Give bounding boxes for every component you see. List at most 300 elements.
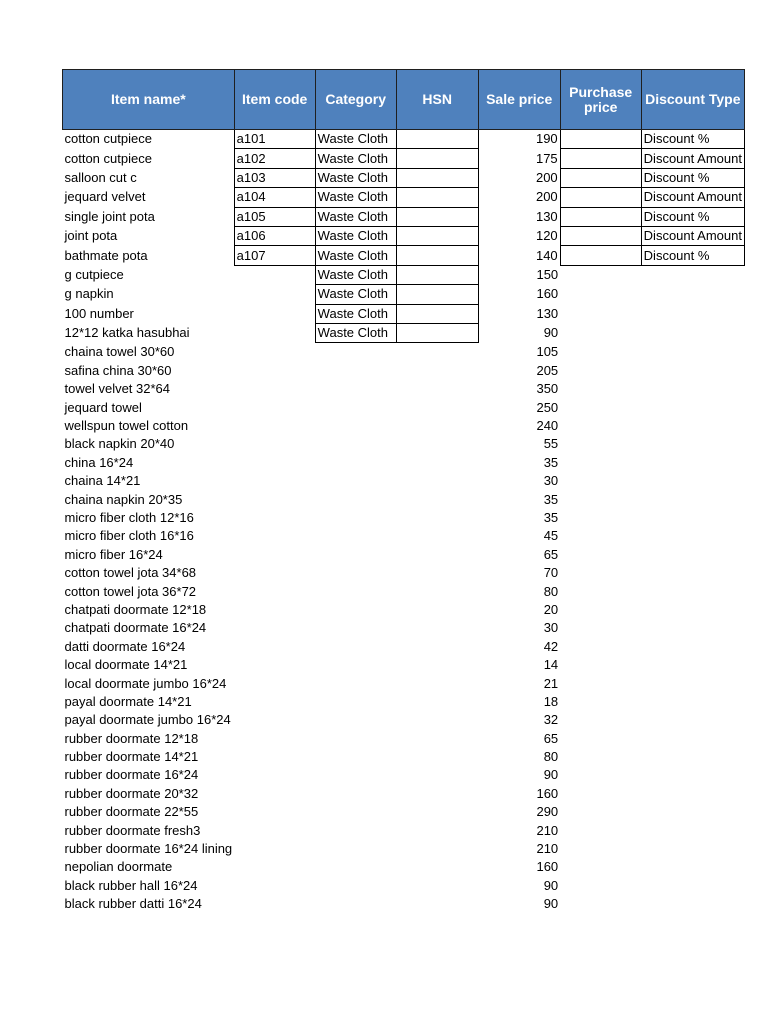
- purchase-price-cell[interactable]: [560, 207, 641, 226]
- hsn-cell[interactable]: [396, 380, 478, 398]
- category-cell[interactable]: Waste Cloth: [315, 265, 396, 284]
- item-code-cell[interactable]: [234, 711, 315, 729]
- purchase-price-cell[interactable]: [560, 711, 641, 729]
- sale-price-cell[interactable]: 35: [543, 510, 559, 525]
- purchase-price-cell[interactable]: [560, 582, 641, 600]
- discount-type-cell[interactable]: Discount %: [641, 246, 744, 265]
- hsn-cell[interactable]: [396, 490, 478, 508]
- sale-price-cell[interactable]: 175: [535, 150, 558, 166]
- item-name-cell[interactable]: jequard towel: [64, 399, 142, 415]
- discount-type-cell[interactable]: [641, 877, 744, 895]
- purchase-price-cell[interactable]: [560, 693, 641, 711]
- sale-price-cell[interactable]: 80: [543, 583, 559, 599]
- sale-price-cell[interactable]: 20: [543, 601, 559, 617]
- item-code-cell[interactable]: a102: [234, 149, 315, 168]
- purchase-price-cell[interactable]: [560, 527, 641, 545]
- hsn-cell[interactable]: [396, 398, 478, 416]
- category-cell[interactable]: Waste Cloth: [315, 285, 396, 304]
- discount-type-cell[interactable]: [641, 527, 744, 545]
- hsn-cell[interactable]: [396, 343, 478, 362]
- discount-type-cell[interactable]: [641, 730, 744, 748]
- item-code-cell[interactable]: [234, 454, 315, 472]
- discount-type-cell[interactable]: [641, 509, 744, 527]
- discount-type-cell[interactable]: [641, 619, 744, 637]
- item-name-cell[interactable]: chaina towel 30*60: [64, 344, 175, 360]
- category-cell[interactable]: [315, 674, 396, 692]
- sale-price-cell[interactable]: 150: [536, 266, 559, 282]
- discount-type-cell[interactable]: [641, 821, 744, 839]
- purchase-price-cell[interactable]: [560, 130, 641, 149]
- item-name-cell[interactable]: datti doormate 16*24: [64, 638, 186, 654]
- purchase-price-cell[interactable]: [560, 168, 641, 187]
- item-name-cell[interactable]: chatpati doormate 12*18: [64, 601, 207, 617]
- discount-type-cell[interactable]: Discount %: [641, 130, 744, 149]
- sale-price-cell[interactable]: 140: [535, 247, 558, 263]
- category-cell[interactable]: Waste Cloth: [315, 323, 396, 342]
- category-cell[interactable]: [315, 417, 396, 435]
- purchase-price-cell[interactable]: [560, 638, 641, 656]
- discount-type-cell[interactable]: [641, 656, 744, 674]
- item-name-cell[interactable]: bathmate pota: [64, 247, 148, 263]
- category-cell[interactable]: [315, 748, 396, 766]
- item-name-cell[interactable]: black napkin 20*40: [64, 436, 175, 452]
- sale-price-cell[interactable]: 35: [543, 491, 559, 507]
- category-cell[interactable]: [315, 730, 396, 748]
- discount-type-cell[interactable]: [641, 638, 744, 656]
- hsn-cell[interactable]: [396, 803, 478, 821]
- item-name-cell[interactable]: micro fiber cloth 12*16: [64, 510, 194, 525]
- hsn-cell[interactable]: [396, 417, 478, 435]
- category-cell[interactable]: [315, 435, 396, 453]
- item-code-cell[interactable]: [234, 674, 315, 692]
- item-code-cell[interactable]: [234, 398, 315, 416]
- category-cell[interactable]: [315, 564, 396, 582]
- item-code-cell[interactable]: [234, 895, 315, 913]
- item-code-cell[interactable]: [234, 435, 315, 453]
- sale-price-cell[interactable]: 290: [536, 804, 559, 820]
- item-name-cell[interactable]: rubber doormate 20*32: [64, 785, 199, 801]
- sale-price-cell[interactable]: 250: [536, 399, 559, 415]
- item-name-cell[interactable]: g napkin: [64, 286, 114, 302]
- category-cell[interactable]: [315, 343, 396, 362]
- purchase-price-cell[interactable]: [560, 380, 641, 398]
- purchase-price-cell[interactable]: [560, 417, 641, 435]
- sale-price-cell[interactable]: 65: [543, 546, 559, 562]
- category-cell[interactable]: [315, 638, 396, 656]
- category-cell[interactable]: [315, 785, 396, 803]
- discount-type-cell[interactable]: Discount Amount: [641, 226, 744, 245]
- discount-type-cell[interactable]: [641, 398, 744, 416]
- category-cell[interactable]: [315, 656, 396, 674]
- sale-price-cell[interactable]: 35: [543, 454, 559, 470]
- discount-type-cell[interactable]: [641, 601, 744, 619]
- category-cell[interactable]: Waste Cloth: [315, 149, 396, 168]
- item-code-cell[interactable]: [234, 601, 315, 619]
- sale-price-cell[interactable]: 65: [543, 730, 559, 746]
- item-code-cell[interactable]: [234, 858, 315, 876]
- item-name-cell[interactable]: black rubber datti 16*24: [64, 896, 202, 912]
- discount-type-cell[interactable]: [641, 895, 744, 913]
- discount-type-cell[interactable]: [641, 564, 744, 582]
- discount-type-cell[interactable]: [641, 711, 744, 729]
- header-category[interactable]: Category: [315, 70, 396, 130]
- sale-price-cell[interactable]: 90: [543, 877, 559, 893]
- item-code-cell[interactable]: [234, 472, 315, 490]
- header-item-name[interactable]: Item name*: [63, 70, 235, 130]
- hsn-cell[interactable]: [396, 323, 478, 342]
- category-cell[interactable]: [315, 582, 396, 600]
- discount-type-cell[interactable]: [641, 362, 744, 380]
- purchase-price-cell[interactable]: [560, 343, 641, 362]
- hsn-cell[interactable]: [396, 730, 478, 748]
- category-cell[interactable]: [315, 877, 396, 895]
- hsn-cell[interactable]: [396, 674, 478, 692]
- item-name-cell[interactable]: payal doormate jumbo 16*24: [64, 712, 231, 728]
- sale-price-cell[interactable]: 30: [543, 620, 559, 636]
- sale-price-cell[interactable]: 70: [543, 565, 559, 581]
- hsn-cell[interactable]: [396, 638, 478, 656]
- hsn-cell[interactable]: [396, 858, 478, 876]
- hsn-cell[interactable]: [396, 207, 478, 226]
- sale-price-cell[interactable]: 105: [536, 344, 559, 360]
- category-cell[interactable]: [315, 619, 396, 637]
- item-code-cell[interactable]: [234, 564, 315, 582]
- item-code-cell[interactable]: [234, 748, 315, 766]
- item-name-cell[interactable]: china 16*24: [64, 454, 134, 470]
- category-cell[interactable]: [315, 490, 396, 508]
- purchase-price-cell[interactable]: [560, 546, 641, 564]
- item-name-cell[interactable]: rubber doormate 16*24 lining: [64, 841, 233, 857]
- purchase-price-cell[interactable]: [560, 226, 641, 245]
- item-code-cell[interactable]: [234, 582, 315, 600]
- discount-type-cell[interactable]: [641, 417, 744, 435]
- item-code-cell[interactable]: [234, 730, 315, 748]
- item-code-cell[interactable]: [234, 509, 315, 527]
- category-cell[interactable]: [315, 803, 396, 821]
- item-name-cell[interactable]: chatpati doormate 16*24: [64, 620, 207, 636]
- purchase-price-cell[interactable]: [560, 730, 641, 748]
- hsn-cell[interactable]: [396, 527, 478, 545]
- category-cell[interactable]: [315, 380, 396, 398]
- category-cell[interactable]: [315, 546, 396, 564]
- hsn-cell[interactable]: [396, 785, 478, 803]
- discount-type-cell[interactable]: [641, 693, 744, 711]
- category-cell[interactable]: [315, 601, 396, 619]
- discount-type-cell[interactable]: [641, 265, 744, 284]
- item-code-cell[interactable]: [234, 323, 315, 342]
- sale-price-cell[interactable]: 21: [543, 675, 559, 691]
- hsn-cell[interactable]: [396, 149, 478, 168]
- item-name-cell[interactable]: 12*12 katka hasubhai: [64, 325, 190, 341]
- sale-price-cell[interactable]: 160: [536, 785, 559, 801]
- discount-type-cell[interactable]: [641, 582, 744, 600]
- discount-type-cell[interactable]: [641, 546, 744, 564]
- item-code-cell[interactable]: [234, 619, 315, 637]
- item-name-cell[interactable]: joint pota: [64, 228, 118, 244]
- item-code-cell[interactable]: [234, 656, 315, 674]
- item-code-cell[interactable]: [234, 785, 315, 803]
- hsn-cell[interactable]: [396, 619, 478, 637]
- hsn-cell[interactable]: [396, 711, 478, 729]
- purchase-price-cell[interactable]: [560, 246, 641, 265]
- hsn-cell[interactable]: [396, 895, 478, 913]
- item-name-cell[interactable]: micro fiber 16*24: [64, 546, 163, 562]
- item-name-cell[interactable]: rubber doormate fresh3: [64, 822, 201, 838]
- item-code-cell[interactable]: a107: [234, 246, 315, 265]
- purchase-price-cell[interactable]: [560, 472, 641, 490]
- hsn-cell[interactable]: [396, 285, 478, 304]
- category-cell[interactable]: Waste Cloth: [315, 168, 396, 187]
- header-purchase-price[interactable]: Purchase price: [560, 70, 641, 130]
- purchase-price-cell[interactable]: [560, 265, 641, 284]
- discount-type-cell[interactable]: [641, 766, 744, 784]
- item-name-cell[interactable]: g cutpiece: [64, 266, 124, 282]
- purchase-price-cell[interactable]: [560, 877, 641, 895]
- discount-type-cell[interactable]: [641, 343, 744, 362]
- item-code-cell[interactable]: a103: [234, 168, 315, 187]
- hsn-cell[interactable]: [396, 766, 478, 784]
- sale-price-cell[interactable]: 80: [543, 749, 559, 765]
- purchase-price-cell[interactable]: [560, 895, 641, 913]
- item-code-cell[interactable]: [234, 840, 315, 858]
- item-name-cell[interactable]: cotton cutpiece: [64, 131, 152, 147]
- sale-price-cell[interactable]: 160: [536, 859, 559, 875]
- category-cell[interactable]: [315, 895, 396, 913]
- hsn-cell[interactable]: [396, 656, 478, 674]
- item-code-cell[interactable]: [234, 546, 315, 564]
- item-name-cell[interactable]: nepolian doormate: [64, 859, 173, 875]
- discount-type-cell[interactable]: Discount %: [641, 168, 744, 187]
- hsn-cell[interactable]: [396, 362, 478, 380]
- item-name-cell[interactable]: micro fiber cloth 16*16: [64, 528, 194, 544]
- item-name-cell[interactable]: safina china 30*60: [64, 362, 172, 378]
- category-cell[interactable]: Waste Cloth: [315, 188, 396, 207]
- hsn-cell[interactable]: [396, 840, 478, 858]
- purchase-price-cell[interactable]: [560, 601, 641, 619]
- category-cell[interactable]: [315, 362, 396, 380]
- header-hsn[interactable]: HSN: [396, 70, 478, 130]
- hsn-cell[interactable]: [396, 188, 478, 207]
- sale-price-cell[interactable]: 30: [543, 473, 559, 489]
- hsn-cell[interactable]: [396, 748, 478, 766]
- purchase-price-cell[interactable]: [560, 323, 641, 342]
- discount-type-cell[interactable]: [641, 454, 744, 472]
- purchase-price-cell[interactable]: [560, 821, 641, 839]
- item-code-cell[interactable]: a104: [234, 188, 315, 207]
- hsn-cell[interactable]: [396, 472, 478, 490]
- item-code-cell[interactable]: a101: [234, 130, 315, 149]
- item-name-cell[interactable]: single joint pota: [64, 208, 155, 224]
- sale-price-cell[interactable]: 90: [543, 896, 559, 912]
- item-name-cell[interactable]: salloon cut c: [64, 169, 137, 185]
- discount-type-cell[interactable]: [641, 380, 744, 398]
- item-name-cell[interactable]: rubber doormate 22*55: [64, 804, 199, 820]
- item-name-cell[interactable]: local doormate jumbo 16*24: [64, 675, 227, 691]
- category-cell[interactable]: [315, 840, 396, 858]
- discount-type-cell[interactable]: [641, 490, 744, 508]
- category-cell[interactable]: [315, 454, 396, 472]
- sale-price-cell[interactable]: 14: [543, 657, 559, 673]
- sale-price-cell[interactable]: 42: [543, 638, 559, 654]
- item-code-cell[interactable]: [234, 527, 315, 545]
- discount-type-cell[interactable]: [641, 435, 744, 453]
- category-cell[interactable]: [315, 398, 396, 416]
- purchase-price-cell[interactable]: [560, 435, 641, 453]
- category-cell[interactable]: [315, 472, 396, 490]
- discount-type-cell[interactable]: [641, 803, 744, 821]
- category-cell[interactable]: [315, 527, 396, 545]
- item-code-cell[interactable]: [234, 821, 315, 839]
- hsn-cell[interactable]: [396, 546, 478, 564]
- hsn-cell[interactable]: [396, 821, 478, 839]
- category-cell[interactable]: Waste Cloth: [315, 226, 396, 245]
- category-cell[interactable]: [315, 858, 396, 876]
- item-name-cell[interactable]: jequard velvet: [64, 189, 146, 205]
- item-name-cell[interactable]: cotton towel jota 36*72: [64, 583, 197, 599]
- sale-price-cell[interactable]: 130: [535, 208, 558, 224]
- item-code-cell[interactable]: [234, 265, 315, 284]
- sale-price-cell[interactable]: 32: [543, 712, 559, 728]
- hsn-cell[interactable]: [396, 509, 478, 527]
- category-cell[interactable]: Waste Cloth: [315, 246, 396, 265]
- hsn-cell[interactable]: [396, 304, 478, 323]
- header-item-code[interactable]: Item code: [234, 70, 315, 130]
- item-code-cell[interactable]: [234, 362, 315, 380]
- purchase-price-cell[interactable]: [560, 188, 641, 207]
- purchase-price-cell[interactable]: [560, 304, 641, 323]
- category-cell[interactable]: Waste Cloth: [315, 130, 396, 149]
- category-cell[interactable]: [315, 711, 396, 729]
- sale-price-cell[interactable]: 90: [543, 325, 559, 341]
- item-code-cell[interactable]: [234, 417, 315, 435]
- purchase-price-cell[interactable]: [560, 619, 641, 637]
- sale-price-cell[interactable]: 45: [543, 528, 559, 544]
- hsn-cell[interactable]: [396, 601, 478, 619]
- sale-price-cell[interactable]: 120: [535, 228, 558, 244]
- item-code-cell[interactable]: [234, 285, 315, 304]
- hsn-cell[interactable]: [396, 246, 478, 265]
- sale-price-cell[interactable]: 240: [536, 418, 559, 434]
- purchase-price-cell[interactable]: [560, 840, 641, 858]
- category-cell[interactable]: [315, 693, 396, 711]
- sale-price-cell[interactable]: 55: [543, 436, 559, 452]
- item-code-cell[interactable]: [234, 638, 315, 656]
- purchase-price-cell[interactable]: [560, 509, 641, 527]
- purchase-price-cell[interactable]: [560, 490, 641, 508]
- item-code-cell[interactable]: [234, 803, 315, 821]
- item-name-cell[interactable]: payal doormate 14*21: [64, 693, 192, 709]
- header-discount-type[interactable]: Discount Type: [641, 70, 744, 130]
- item-code-cell[interactable]: [234, 380, 315, 398]
- discount-type-cell[interactable]: [641, 674, 744, 692]
- sale-price-cell[interactable]: 205: [536, 362, 559, 378]
- sale-price-cell[interactable]: 130: [536, 305, 559, 321]
- hsn-cell[interactable]: [396, 582, 478, 600]
- purchase-price-cell[interactable]: [560, 766, 641, 784]
- item-name-cell[interactable]: cotton towel jota 34*68: [64, 565, 197, 581]
- item-code-cell[interactable]: a106: [234, 226, 315, 245]
- discount-type-cell[interactable]: [641, 785, 744, 803]
- category-cell[interactable]: Waste Cloth: [315, 304, 396, 323]
- discount-type-cell[interactable]: [641, 840, 744, 858]
- item-code-cell[interactable]: [234, 693, 315, 711]
- item-name-cell[interactable]: rubber doormate 12*18: [64, 730, 199, 746]
- sale-price-cell[interactable]: 210: [536, 822, 559, 838]
- purchase-price-cell[interactable]: [560, 656, 641, 674]
- item-name-cell[interactable]: chaina 14*21: [64, 473, 141, 489]
- discount-type-cell[interactable]: Discount Amount: [641, 149, 744, 168]
- purchase-price-cell[interactable]: [560, 149, 641, 168]
- item-code-cell[interactable]: a105: [234, 207, 315, 226]
- purchase-price-cell[interactable]: [560, 748, 641, 766]
- sale-price-cell[interactable]: 350: [536, 381, 559, 397]
- sale-price-cell[interactable]: 160: [536, 286, 559, 302]
- discount-type-cell[interactable]: Discount %: [641, 207, 744, 226]
- sale-price-cell[interactable]: 190: [535, 131, 558, 147]
- item-name-cell[interactable]: cotton cutpiece: [64, 150, 152, 166]
- discount-type-cell[interactable]: Discount Amount: [641, 188, 744, 207]
- hsn-cell[interactable]: [396, 265, 478, 284]
- sale-price-cell[interactable]: 90: [543, 767, 559, 783]
- purchase-price-cell[interactable]: [560, 564, 641, 582]
- item-name-cell[interactable]: chaina napkin 20*35: [64, 491, 183, 507]
- purchase-price-cell[interactable]: [560, 362, 641, 380]
- sale-price-cell[interactable]: 200: [535, 189, 558, 205]
- item-name-cell[interactable]: rubber doormate 14*21: [64, 749, 199, 765]
- category-cell[interactable]: [315, 509, 396, 527]
- purchase-price-cell[interactable]: [560, 398, 641, 416]
- purchase-price-cell[interactable]: [560, 803, 641, 821]
- hsn-cell[interactable]: [396, 168, 478, 187]
- hsn-cell[interactable]: [396, 564, 478, 582]
- item-name-cell[interactable]: wellspun towel cotton: [64, 418, 189, 434]
- item-code-cell[interactable]: [234, 877, 315, 895]
- item-name-cell[interactable]: rubber doormate 16*24: [64, 767, 199, 783]
- discount-type-cell[interactable]: [641, 285, 744, 304]
- hsn-cell[interactable]: [396, 877, 478, 895]
- purchase-price-cell[interactable]: [560, 674, 641, 692]
- sale-price-cell[interactable]: 210: [536, 841, 559, 857]
- hsn-cell[interactable]: [396, 454, 478, 472]
- discount-type-cell[interactable]: [641, 748, 744, 766]
- item-code-cell[interactable]: [234, 304, 315, 323]
- category-cell[interactable]: [315, 821, 396, 839]
- item-name-cell[interactable]: black rubber hall 16*24: [64, 877, 198, 893]
- item-code-cell[interactable]: [234, 490, 315, 508]
- item-code-cell[interactable]: [234, 766, 315, 784]
- hsn-cell[interactable]: [396, 130, 478, 149]
- discount-type-cell[interactable]: [641, 472, 744, 490]
- item-name-cell[interactable]: towel velvet 32*64: [64, 381, 171, 397]
- hsn-cell[interactable]: [396, 226, 478, 245]
- purchase-price-cell[interactable]: [560, 785, 641, 803]
- sale-price-cell[interactable]: 18: [543, 693, 559, 709]
- hsn-cell[interactable]: [396, 693, 478, 711]
- item-name-cell[interactable]: local doormate 14*21: [64, 657, 188, 673]
- header-sale-price[interactable]: Sale price: [478, 70, 560, 130]
- purchase-price-cell[interactable]: [560, 285, 641, 304]
- category-cell[interactable]: [315, 766, 396, 784]
- category-cell[interactable]: Waste Cloth: [315, 207, 396, 226]
- purchase-price-cell[interactable]: [560, 454, 641, 472]
- discount-type-cell[interactable]: [641, 323, 744, 342]
- item-code-cell[interactable]: [234, 343, 315, 362]
- item-name-cell[interactable]: 100 number: [64, 305, 134, 321]
- hsn-cell[interactable]: [396, 435, 478, 453]
- purchase-price-cell[interactable]: [560, 858, 641, 876]
- sale-price-cell[interactable]: 200: [535, 169, 558, 185]
- discount-type-cell[interactable]: [641, 304, 744, 323]
